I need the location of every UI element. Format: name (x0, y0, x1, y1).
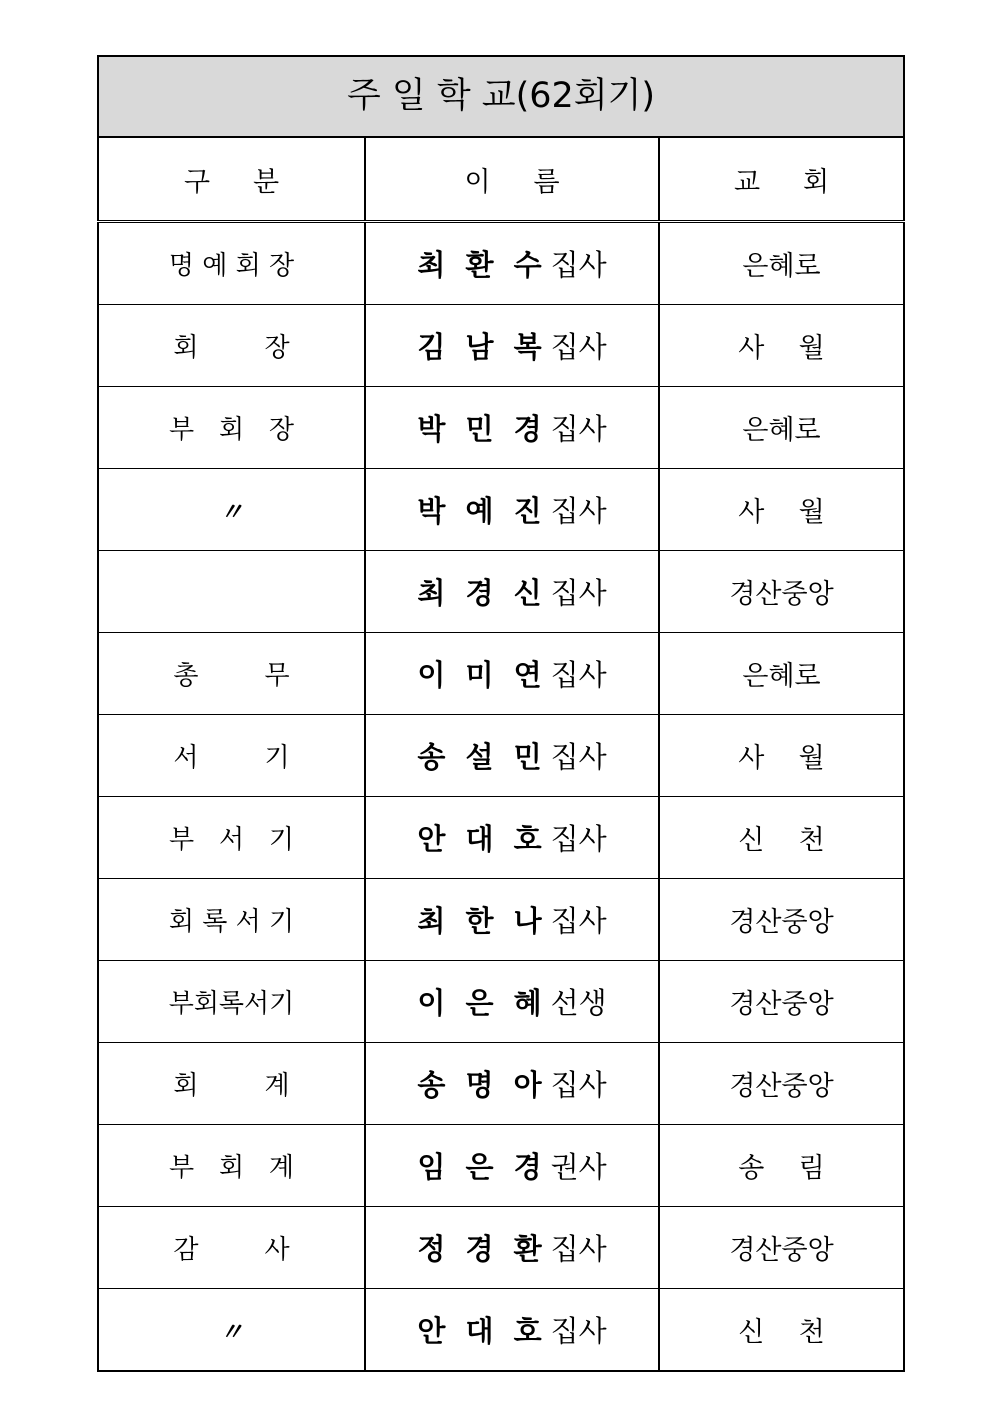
member-name (417, 899, 606, 940)
table-row (98, 1289, 904, 1372)
member-rank: 선생 (550, 986, 607, 1020)
member-name (417, 1063, 606, 1104)
member-given-name: 이 미 연 (417, 658, 547, 692)
member-name (417, 1145, 606, 1186)
cell-division (98, 551, 365, 633)
cell-division (98, 797, 365, 879)
member-name (417, 653, 606, 694)
sunday-school-roster-table (97, 55, 905, 1372)
member-rank: 집사 (550, 822, 607, 856)
division-label: 명 예 회 장 (168, 251, 295, 281)
table-row (98, 469, 904, 551)
church-name: 신 천 (738, 825, 825, 856)
member-rank: 집사 (550, 740, 607, 774)
church-name: 사 월 (738, 743, 825, 774)
cell-church (659, 222, 904, 305)
cell-name (365, 961, 659, 1043)
member-given-name: 박 예 진 (417, 494, 547, 528)
member-name (417, 243, 606, 284)
cell-church (659, 961, 904, 1043)
member-name (417, 981, 606, 1022)
member-given-name: 최 환 수 (417, 248, 547, 282)
member-given-name: 송 명 아 (417, 1068, 547, 1102)
member-rank: 집사 (550, 658, 607, 692)
church-name: 은혜로 (742, 415, 821, 446)
church-name: 은혜로 (742, 661, 821, 692)
table-row (98, 387, 904, 469)
table-header-row (98, 137, 904, 222)
table-row (98, 1125, 904, 1207)
column-header-name: 이 름 (365, 137, 659, 222)
member-name (417, 489, 606, 530)
cell-name (365, 1207, 659, 1289)
member-rank: 집사 (550, 1068, 607, 1102)
page-title: 주 일 학 교(62회기) (346, 76, 656, 116)
cell-church (659, 797, 904, 879)
cell-church (659, 305, 904, 387)
cell-division (98, 222, 365, 305)
table-row (98, 961, 904, 1043)
division-label: 서 기 (173, 743, 290, 773)
cell-name (365, 879, 659, 961)
cell-church (659, 1289, 904, 1372)
cell-name (365, 469, 659, 551)
table-row (98, 551, 904, 633)
division-label: 부 회 계 (169, 1153, 294, 1183)
member-rank: 집사 (550, 904, 607, 938)
column-header-division: 구 분 (98, 137, 365, 222)
church-name: 사 월 (738, 333, 825, 364)
table-row (98, 305, 904, 387)
cell-name (365, 1125, 659, 1207)
cell-division (98, 1207, 365, 1289)
table-row (98, 1207, 904, 1289)
cell-division (98, 305, 365, 387)
member-name (417, 817, 606, 858)
division-label: 회 계 (173, 1071, 290, 1101)
church-name: 경산중앙 (729, 907, 834, 938)
cell-division (98, 961, 365, 1043)
member-given-name: 정 경 환 (417, 1232, 547, 1266)
church-name: 경산중앙 (729, 579, 834, 610)
cell-church (659, 469, 904, 551)
cell-church (659, 1125, 904, 1207)
division-label: 총 무 (173, 661, 290, 691)
member-rank: 집사 (550, 330, 607, 364)
cell-name (365, 797, 659, 879)
table-row (98, 222, 904, 305)
table-row (98, 797, 904, 879)
member-given-name: 안 대 호 (417, 1314, 547, 1348)
church-name: 은혜로 (742, 251, 821, 282)
cell-church (659, 1043, 904, 1125)
division-label: 부 회 장 (169, 415, 294, 445)
church-name: 경산중앙 (729, 989, 834, 1020)
table-row (98, 879, 904, 961)
cell-division-empty (229, 582, 234, 601)
church-name: 신 천 (738, 1317, 825, 1348)
member-rank: 집사 (550, 412, 607, 446)
cell-division (98, 1289, 365, 1372)
cell-division (98, 879, 365, 961)
member-given-name: 박 민 경 (417, 412, 547, 446)
member-rank: 집사 (550, 1314, 607, 1348)
member-name (417, 325, 606, 366)
ditto-mark: 〃 (219, 1318, 244, 1346)
member-rank: 집사 (550, 248, 607, 282)
cell-name (365, 222, 659, 305)
church-name: 경산중앙 (729, 1071, 834, 1102)
table-row (98, 1043, 904, 1125)
cell-division (98, 715, 365, 797)
member-given-name: 송 설 민 (417, 740, 547, 774)
member-rank: 집사 (550, 1232, 607, 1266)
church-name: 경산중앙 (729, 1235, 834, 1266)
table-row (98, 633, 904, 715)
member-given-name: 이 은 혜 (417, 986, 547, 1020)
church-name: 사 월 (738, 497, 825, 528)
member-given-name: 안 대 호 (417, 822, 547, 856)
member-given-name: 최 한 나 (417, 904, 547, 938)
cell-name (365, 633, 659, 715)
table-row (98, 715, 904, 797)
member-given-name: 최 경 신 (417, 576, 547, 610)
cell-church (659, 1207, 904, 1289)
division-label: 회 장 (173, 333, 290, 363)
cell-church (659, 551, 904, 633)
member-name (417, 571, 606, 612)
cell-church (659, 879, 904, 961)
cell-name (365, 1289, 659, 1372)
table-title-row (98, 56, 904, 137)
division-label: 부회록서기 (168, 989, 295, 1019)
member-rank: 권사 (550, 1150, 607, 1184)
member-given-name: 임 은 경 (417, 1150, 547, 1184)
member-name (417, 735, 606, 776)
cell-name (365, 1043, 659, 1125)
cell-division (98, 469, 365, 551)
division-label: 회 록 서 기 (168, 907, 295, 937)
cell-church (659, 633, 904, 715)
member-name (417, 1309, 606, 1350)
cell-division (98, 633, 365, 715)
member-rank: 집사 (550, 576, 607, 610)
cell-church (659, 715, 904, 797)
cell-division (98, 1043, 365, 1125)
cell-name (365, 715, 659, 797)
cell-division (98, 1125, 365, 1207)
cell-division (98, 387, 365, 469)
church-name: 송 림 (738, 1153, 825, 1184)
column-header-church: 교 회 (659, 137, 904, 222)
cell-name (365, 305, 659, 387)
division-label: 부 서 기 (169, 825, 294, 855)
member-given-name: 김 남 복 (417, 330, 547, 364)
ditto-mark: 〃 (219, 498, 244, 526)
division-label: 감 사 (173, 1235, 290, 1265)
member-name (417, 1227, 606, 1268)
table-title-cell (98, 56, 904, 137)
member-rank: 집사 (550, 494, 607, 528)
cell-name (365, 387, 659, 469)
member-name (417, 407, 606, 448)
cell-name (365, 551, 659, 633)
cell-church (659, 387, 904, 469)
